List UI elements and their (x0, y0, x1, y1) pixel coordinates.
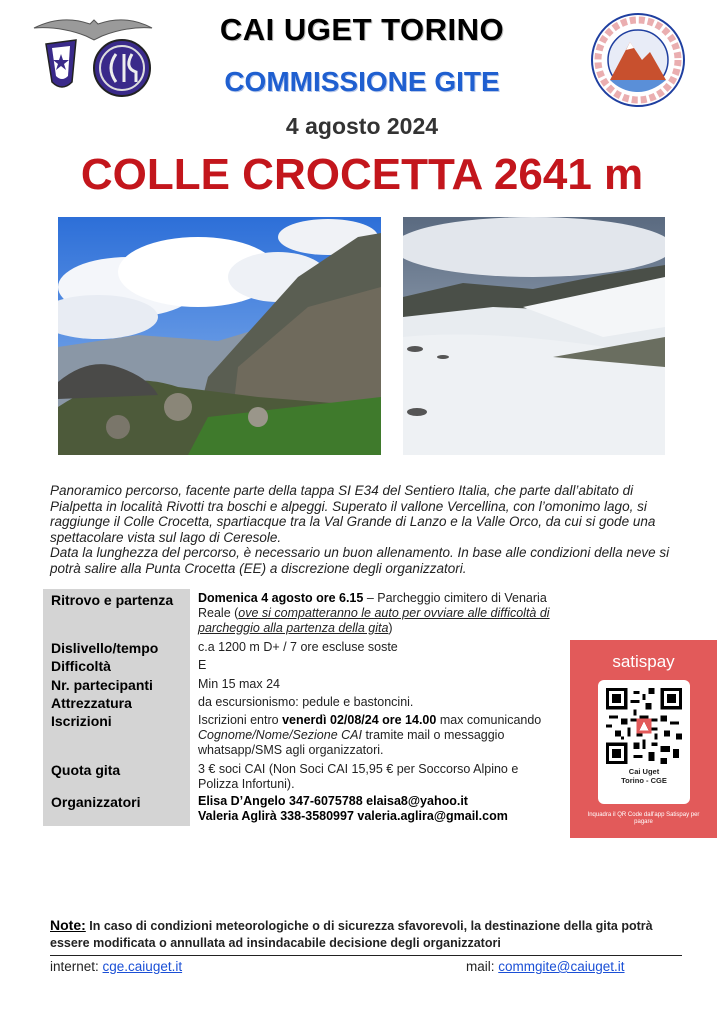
label-quota: Quota gita (51, 762, 121, 778)
value-ritrovo (198, 591, 553, 636)
value-difficolta: E (198, 658, 207, 672)
merchant-name: Cai Uget (628, 767, 660, 776)
footer-mail (466, 959, 625, 974)
label-organizzatori: Organizzatori (51, 794, 141, 810)
qr-code-icon[interactable] (606, 688, 682, 764)
cai-uget-logo (32, 10, 154, 106)
mail-label: mail: (466, 959, 499, 974)
value-dislivello: c.a 1200 m D+ / 7 ore escluse soste (198, 640, 398, 654)
satispay-logo: satispay (612, 652, 675, 671)
iscrizioni-post: tramite mail o messaggio whatsapp/SMS agli organizzatori. (198, 728, 505, 757)
meeting-datetime: Domenica 4 agosto ore 6.15 (198, 591, 364, 605)
website-link[interactable]: cge.caiuget.it (102, 959, 183, 974)
value-organizzatori (198, 794, 568, 824)
iscrizioni-pre: Iscrizioni entro (198, 713, 283, 727)
description-paragraph: Panoramico percorso, facente parte della tappa SI E34 del Sentiero Italia, che parte dall’abitato di Pialpetta in località Rivotti tra boschi e alpeggi. Superato il vallone Vercellina, con l’omonimo lago, si raggiunge il Colle Crocetta, spartiacque tra la Val Grande di Lanzo e la Valle Orco, da cui si gode una spettacolare vista sul lago di Ceresole. (50, 483, 656, 545)
meeting-place: – Parcheggio cimitero di Venaria Reale ( (198, 591, 547, 620)
satispay-merchant (598, 767, 690, 785)
label-ritrovo: Ritrovo e partenza (51, 592, 174, 608)
note-label: Note: (50, 917, 86, 933)
snow-photo-right (403, 217, 665, 455)
label-dislivello: Dislivello/tempo (51, 640, 159, 656)
email-link[interactable]: commgite@caiuget.it (498, 959, 625, 974)
organizer-line: Valeria Aglirà 338-3580997 valeria.aglira@gmail.com (198, 809, 508, 823)
meeting-note-end: ) (388, 621, 393, 635)
internet-label: internet: (50, 959, 103, 974)
label-attrezzatura: Attrezzatura (51, 695, 132, 711)
value-attrezzatura: da escursionismo: pedule e bastoncini. (198, 695, 414, 709)
iscrizioni-mid: max comunicando (436, 713, 542, 727)
disclaimer-note (50, 917, 690, 952)
iscrizioni-deadline: venerdì 02/08/24 ore 14.00 (282, 713, 437, 727)
footer-internet (50, 959, 182, 974)
commissione-gite-logo (590, 12, 686, 108)
value-partecipanti: Min 15 max 24 (198, 677, 280, 691)
label-partecipanti: Nr. partecipanti (51, 677, 153, 693)
details-labels-column (43, 589, 190, 826)
description-paragraph: Data la lunghezza del percorso, è necessario un buon allenamento. In base alle condizioni della neve si potrà salire alla Punta Crocetta (EE) a discrezione degli organizzatori. (50, 545, 670, 576)
page-subtitle: COMMISSIONE GITE (224, 66, 500, 97)
merchant-name: Torino - CGE (621, 776, 667, 785)
label-difficolta: Difficoltà (51, 658, 111, 674)
footer-divider (50, 955, 682, 956)
destination-title: COLLE CROCETTA 2641 m (80, 150, 644, 199)
iscrizioni-fields: Cognome/Nome/Sezione CAI (198, 728, 362, 742)
trip-description (50, 483, 686, 576)
event-date: 4 agosto 2024 (285, 113, 439, 139)
satispay-instructions: Inquadra il QR Code dall'app Satispay per pagare (587, 812, 700, 825)
value-iscrizioni (198, 713, 556, 758)
satispay-card (598, 680, 690, 804)
meeting-note: ove si compatteranno le auto per ovviare alle difficoltà di parcheggio alla partenza della gita (198, 606, 550, 635)
satispay-panel (570, 640, 717, 838)
mountain-photo-left (58, 217, 381, 455)
page-title: CAI UGET TORINO (219, 12, 505, 47)
value-quota: 3 € soci CAI (Non Soci CAI 15,95 € per Soccorso Alpino e Polizza Infortuni). (198, 762, 519, 791)
organizer-line: Elisa D’Angelo 347-6075788 elaisa8@yahoo.it (198, 794, 468, 808)
label-iscrizioni: Iscrizioni (51, 713, 112, 729)
note-text: In caso di condizioni meteorologiche o di sicurezza sfavorevoli, la destinazione della gita potrà essere modificata o annullata ad insindacabile decisione degli organizzatori (50, 919, 653, 950)
